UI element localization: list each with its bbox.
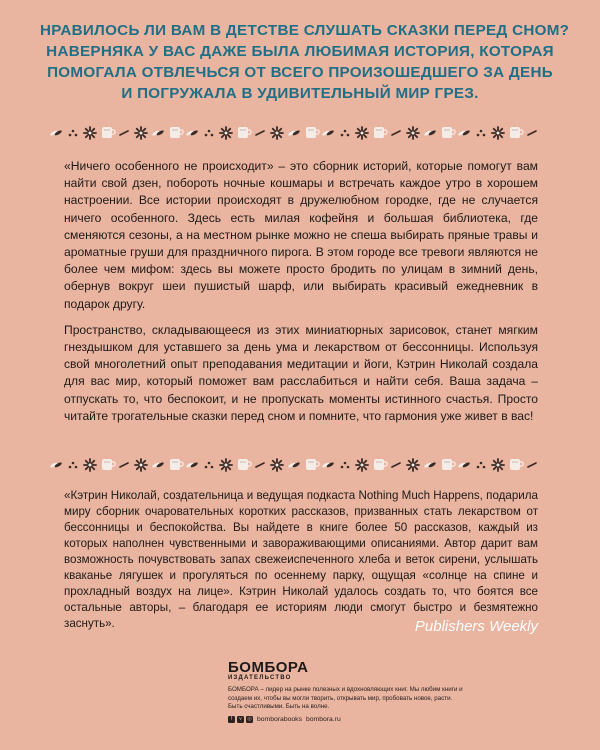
leaf-icon — [152, 129, 165, 136]
publisher-description: БОМБОРА – лидер на рынке полезных и вдохновляющих книг. Мы любим книги и создаем их, чтобы вы могли творить, открывать мир, пробовать новое, расти. Быть счастливыми. Быть на волне. — [228, 686, 463, 711]
headline-line: ПОМОГАЛА ОТВЛЕЧЬСЯ ОТ ВСЕГО ПРОИЗОШЕДШЕГО ЗА ДЕНЬ — [47, 64, 553, 81]
star-anise-icon — [84, 459, 96, 471]
star-anise-icon — [84, 127, 96, 139]
star-anise-icon — [135, 127, 147, 139]
leaf-icon — [50, 461, 63, 468]
leaf-icon — [322, 461, 335, 468]
headline-line: НАВЕРНЯКА У ВАС ДАЖЕ БЫЛА ЛЮБИМАЯ ИСТОРИЯ, КОТОРАЯ — [46, 43, 554, 60]
dash-icon — [392, 463, 400, 467]
decorative-pattern-icon — [48, 455, 552, 475]
star-anise-icon — [407, 459, 419, 471]
leaf-icon — [186, 461, 199, 468]
teacup-icon — [170, 459, 183, 470]
description-paragraph: «Ничего особенного не происходит» – это сборник историй, которые помогут вам найти свой дзен, побороть ночные кошмары и встречать каждое утро в хорошем настроении. Все истории происходят в дружелюбном городке, где не случается ничего особенного. Здесь есть милая кофейня и большая библиотека, где сменяются сезоны, а на местном рынке можно не спеша выбирать пряные травы и ароматные груши для праздничного пирога. В этом городе все тревоги являются не более чем мифом: здесь вы можете просто бродить по улицам в зимний день, обернув вокруг шеи пушистый шарф, или выбирать красивый ежедневник в подарок другу. — [64, 159, 538, 311]
leaf-icon — [186, 129, 199, 136]
leaf-icon — [424, 461, 437, 468]
headline — [40, 20, 570, 104]
dots-icon — [477, 462, 486, 469]
star-anise-icon — [271, 127, 283, 139]
dots-icon — [341, 130, 350, 137]
dash-icon — [120, 463, 128, 467]
review-text: «Кэтрин Николай, создательница и ведущая подкаста Nothing Much Happens, подарила миру сборник очаровательных коротких рассказов, призванных стать лекарством от бессонницы и беспокойства. Вы найдете в книге более 50 рассказов, каждый из которых наполнен чувственными и завораживающими описаниями. Автор дарит вам возможность почувствовать запах свежеиспеченного хлеба и веток сирени, услышать кваканье лягушек и прогуляться по осеннему парку, ощущая «солнце на спине и прохладный воздух на лице». Кэтрин Николай удалось создать то, что боятся все остальные авторы, – благодаря ее историям люди смогут быстро и безмятежно заснуть». — [64, 489, 538, 630]
teacup-icon — [102, 127, 115, 138]
review-quote — [64, 488, 538, 632]
publisher-logo-subtitle: ИЗДАТЕЛЬСТВО — [228, 675, 292, 681]
publisher-block — [228, 660, 468, 723]
leaf-icon — [288, 461, 301, 468]
teacup-icon — [374, 459, 387, 470]
teacup-icon — [306, 459, 319, 470]
vk-icon: v — [237, 716, 244, 723]
publisher-links — [228, 716, 468, 723]
review-source: Publishers Weekly — [414, 618, 538, 635]
leaf-icon — [288, 129, 301, 136]
dots-icon — [341, 462, 350, 469]
decorative-pattern-icon — [48, 123, 552, 143]
description-block — [64, 158, 538, 434]
teacup-icon — [306, 127, 319, 138]
star-anise-icon — [356, 127, 368, 139]
teacup-icon — [374, 127, 387, 138]
description-paragraph: Пространство, складывающееся из этих миниатюрных зарисовок, станет мягким гнездышком для уставшего за день ума и лекарством от бессонницы. Используя свой многолетний опыт преподавания медитации и йоги, Кэтрин Николай создала для вас мир, который поможет вам расслабиться и найти себя. Ваша задача – отпускать то, что беспокоит, и не пропускать моменты истинного счастья. Просто читайте трогательные сказки перед сном и помните, что гармония уже живет в вас! — [64, 322, 538, 423]
dash-icon — [256, 463, 264, 467]
teacup-icon — [102, 459, 115, 470]
teacup-icon — [238, 459, 251, 470]
teacup-icon — [442, 459, 455, 470]
headline-line: НРАВИЛОСЬ ЛИ ВАМ В ДЕТСТВЕ СЛУШАТЬ СКАЗКИ ПЕРЕД СНОМ? — [40, 22, 570, 39]
star-anise-icon — [492, 127, 504, 139]
facebook-icon: f — [228, 716, 235, 723]
teacup-icon — [442, 127, 455, 138]
star-anise-icon — [356, 459, 368, 471]
leaf-icon — [424, 129, 437, 136]
dash-icon — [120, 131, 128, 135]
teacup-icon — [510, 127, 523, 138]
leaf-icon — [152, 461, 165, 468]
dash-icon — [528, 463, 536, 467]
website-link: bombora.ru — [305, 715, 341, 723]
teacup-icon — [510, 459, 523, 470]
leaf-icon — [50, 129, 63, 136]
dash-icon — [256, 131, 264, 135]
leaf-icon — [458, 461, 471, 468]
social-handle: bomborabooks — [257, 715, 302, 723]
star-anise-icon — [492, 459, 504, 471]
star-anise-icon — [220, 459, 232, 471]
dots-icon — [69, 130, 78, 137]
social-icons — [228, 716, 253, 723]
teacup-icon — [238, 127, 251, 138]
ornament-divider-bottom — [48, 455, 552, 475]
dots-icon — [205, 462, 214, 469]
star-anise-icon — [135, 459, 147, 471]
dash-icon — [392, 131, 400, 135]
teacup-icon — [170, 127, 183, 138]
instagram-icon: ◎ — [247, 715, 252, 722]
ornament-divider-top — [48, 123, 552, 143]
leaf-icon — [322, 129, 335, 136]
leaf-icon — [458, 129, 471, 136]
headline-line: И ПОГРУЖАЛА В УДИВИТЕЛЬНЫЙ МИР ГРЕЗ. — [121, 85, 479, 102]
dash-icon — [528, 131, 536, 135]
star-anise-icon — [271, 459, 283, 471]
publisher-logo: БОМБОРА — [228, 659, 309, 676]
star-anise-icon — [407, 127, 419, 139]
star-anise-icon — [220, 127, 232, 139]
dots-icon — [477, 130, 486, 137]
dots-icon — [69, 462, 78, 469]
dots-icon — [205, 130, 214, 137]
